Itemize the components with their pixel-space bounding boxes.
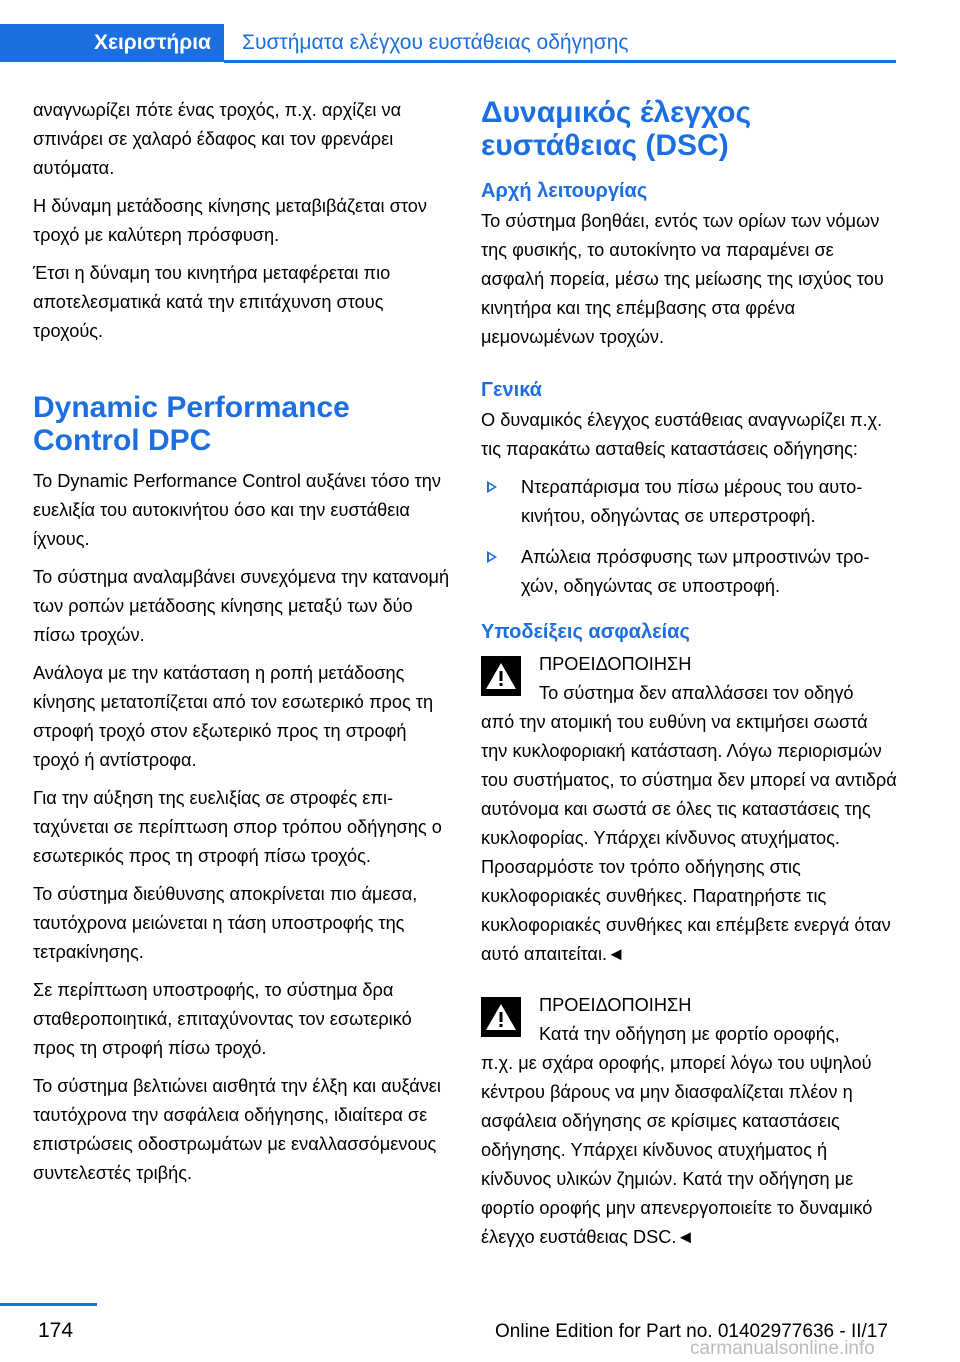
paragraph: Το σύστημα βοηθάει, εντός των ορίων των νόμων της φυσικής, το αυτοκίνητο να παραμένει σε ασφαλή πορεία, μέσω της μείωσης της ισχύος του κινητήρα και της επέμβασης στα φρένα μεμονωμένων τροχών. <box>481 211 884 347</box>
header-chapter-tab: Χειριστήρια <box>0 24 224 62</box>
warning-text-first: Το σύστημα δεν απαλλάσσει τον οδηγό <box>539 683 854 703</box>
paragraph: Σε περίπτωση υποστροφής, το σύστημα δρα σταθεροποιητικά, επιταχύνοντας τον εσωτερικό προς τη στροφή πίσω τροχό. <box>33 980 412 1058</box>
heading-principle: Αρχή λειτουργίας <box>481 180 648 202</box>
paragraph: Το σύστημα αναλαμβάνει συνεχόμενα την κατανομή των ροπών μετάδοσης κίνησης μεταξύ των δύο πίσω τροχών. <box>33 567 450 645</box>
edition-text: Online Edition for Part no. 01402977636 - II/17 <box>495 1321 888 1342</box>
warning-box <box>481 991 899 1252</box>
spacer <box>33 355 451 391</box>
paragraph: Έτσι η δύναμη του κινητήρα μεταφέρεται πιο αποτελεσματικά κατά την επιτάχυνση στους τροχούς. <box>33 263 391 341</box>
paragraph: Ο δυναμικός έλεγχος ευστάθειας αναγνωρίζει π.χ. τις παρακάτω ασταθείς καταστάσεις οδήγησης: <box>481 410 883 459</box>
left-column <box>33 96 451 1197</box>
warning-triangle-icon <box>481 997 521 1037</box>
warning-text: από την ατομική του ευθύνη να εκτιμήσει σωστά την κυκλοφοριακή κατάσταση. Λόγω περιορισμών του συστήματος, το σύστημα δεν μπορεί να αντιδρά αυτόνομα και σωστά σε όλες τις καταστάσεις της κυκλοφορίας. Υπάρχει κίνδυνος ατυχήματος. Προσαρμόστε τον τρόπο οδήγησης στις κυκλοφοριακές συνθήκες. Παρατηρήστε τις κυκλοφοριακές συνθήκες και επέμβετε ενεργά όταν αυτό απαιτείται.◄ <box>481 712 897 964</box>
warning-box <box>481 650 899 969</box>
watermark: carmanualsonline.info <box>690 1338 875 1359</box>
warning-triangle-icon <box>481 656 521 696</box>
triangle-bullet-icon <box>487 481 497 493</box>
list-item: Ντεραπάρισμα του πίσω μέρους του αυτοκινήτου, οδηγώντας σε υπερστροφή. <box>481 473 899 531</box>
heading-dsc: Δυναμικός έλεγχος ευστάθειας (DSC) <box>481 96 752 162</box>
heading-general: Γενικά <box>481 379 542 401</box>
paragraph: αναγνωρίζει πότε ένας τροχός, π.χ. αρχίζει να σπινάρει σε χαλαρό έδαφος και τον φρενάρει αυτόματα. <box>33 100 402 178</box>
paragraph: Το σύστημα βελτιώνει αισθητά την έλξη και αυξάνει ταυτόχρονα την ασφάλεια οδήγησης, ιδιαίτερα σε επιστρώσεις οδοστρωμάτων με εναλλασσόμενους συντελεστές τριβής. <box>33 1076 441 1183</box>
warning-title: ΠΡΟΕΙΔΟΠΟΙΗΣΗ <box>539 654 692 674</box>
paragraph: Το Dynamic Performance Control αυξάνει τόσο την ευελιξία του αυτοκινήτου όσο και την ευστάθεια ίχνους. <box>33 471 441 549</box>
warning-text: π.χ. με σχάρα οροφής, μπορεί λόγω του υψηλού κέντρου βάρους να μην διασφαλίζεται πλέον η ασφάλεια οδήγησης σε κρίσιμες καταστάσεις οδήγησης. Υπάρχει κίνδυνος ατυχήματος ή κίνδυνος υλικών ζημιών. Κατά την οδήγηση με φορτίο οροφής μην απενεργοποιείτε το δυναμικό έλεγχο ευστάθειας DSC.◄ <box>481 1053 873 1247</box>
paragraph: Το σύστημα διεύθυνσης αποκρίνεται πιο άμεσα, ταυτόχρονα μειώνεται η τάση υποστροφής της τετρακίνησης. <box>33 884 418 962</box>
header-section-title: Συστήματα ελέγχου ευστάθειας οδήγησης <box>224 24 896 62</box>
page-number: 174 <box>38 1319 74 1342</box>
paragraph: Η δύναμη μετάδοσης κίνησης μεταβιβάζεται στον τροχό με καλύτερη πρόσφυση. <box>33 196 427 245</box>
footer-rule <box>0 1303 97 1306</box>
paragraph: Ανάλογα με την κατάσταση η ροπή μετάδοσης κίνησης μετατοπίζεται από τον εσωτερικό προς τη στροφή τροχό στον εξωτερικό προς τη στροφή τροχό ή αντίστροφα. <box>33 663 434 770</box>
heading-safety: Υποδείξεις ασφαλείας <box>481 621 690 643</box>
heading-dpc: Dynamic Performance Control DPC <box>33 391 350 457</box>
paragraph: Για την αύξηση της ευελιξίας σε στροφές επιταχύνεται σε περίπτωση σπορ τρόπου οδήγησης ο εσωτερικός προς τη στροφή πίσω τροχός. <box>33 788 442 866</box>
warning-text-first: Κατά την οδήγηση με φορτίο οροφής, <box>539 1024 840 1044</box>
list-item: Απώλεια πρόσφυσης των μπροστινών τροχών, οδηγώντας σε υποστροφή. <box>481 543 899 601</box>
triangle-bullet-icon <box>487 551 497 563</box>
spacer <box>481 361 899 375</box>
warning-title: ΠΡΟΕΙΔΟΠΟΙΗΣΗ <box>539 995 692 1015</box>
bullet-list <box>481 473 899 601</box>
page-header <box>0 0 960 62</box>
right-column <box>481 96 899 1266</box>
header-underline <box>224 60 896 63</box>
